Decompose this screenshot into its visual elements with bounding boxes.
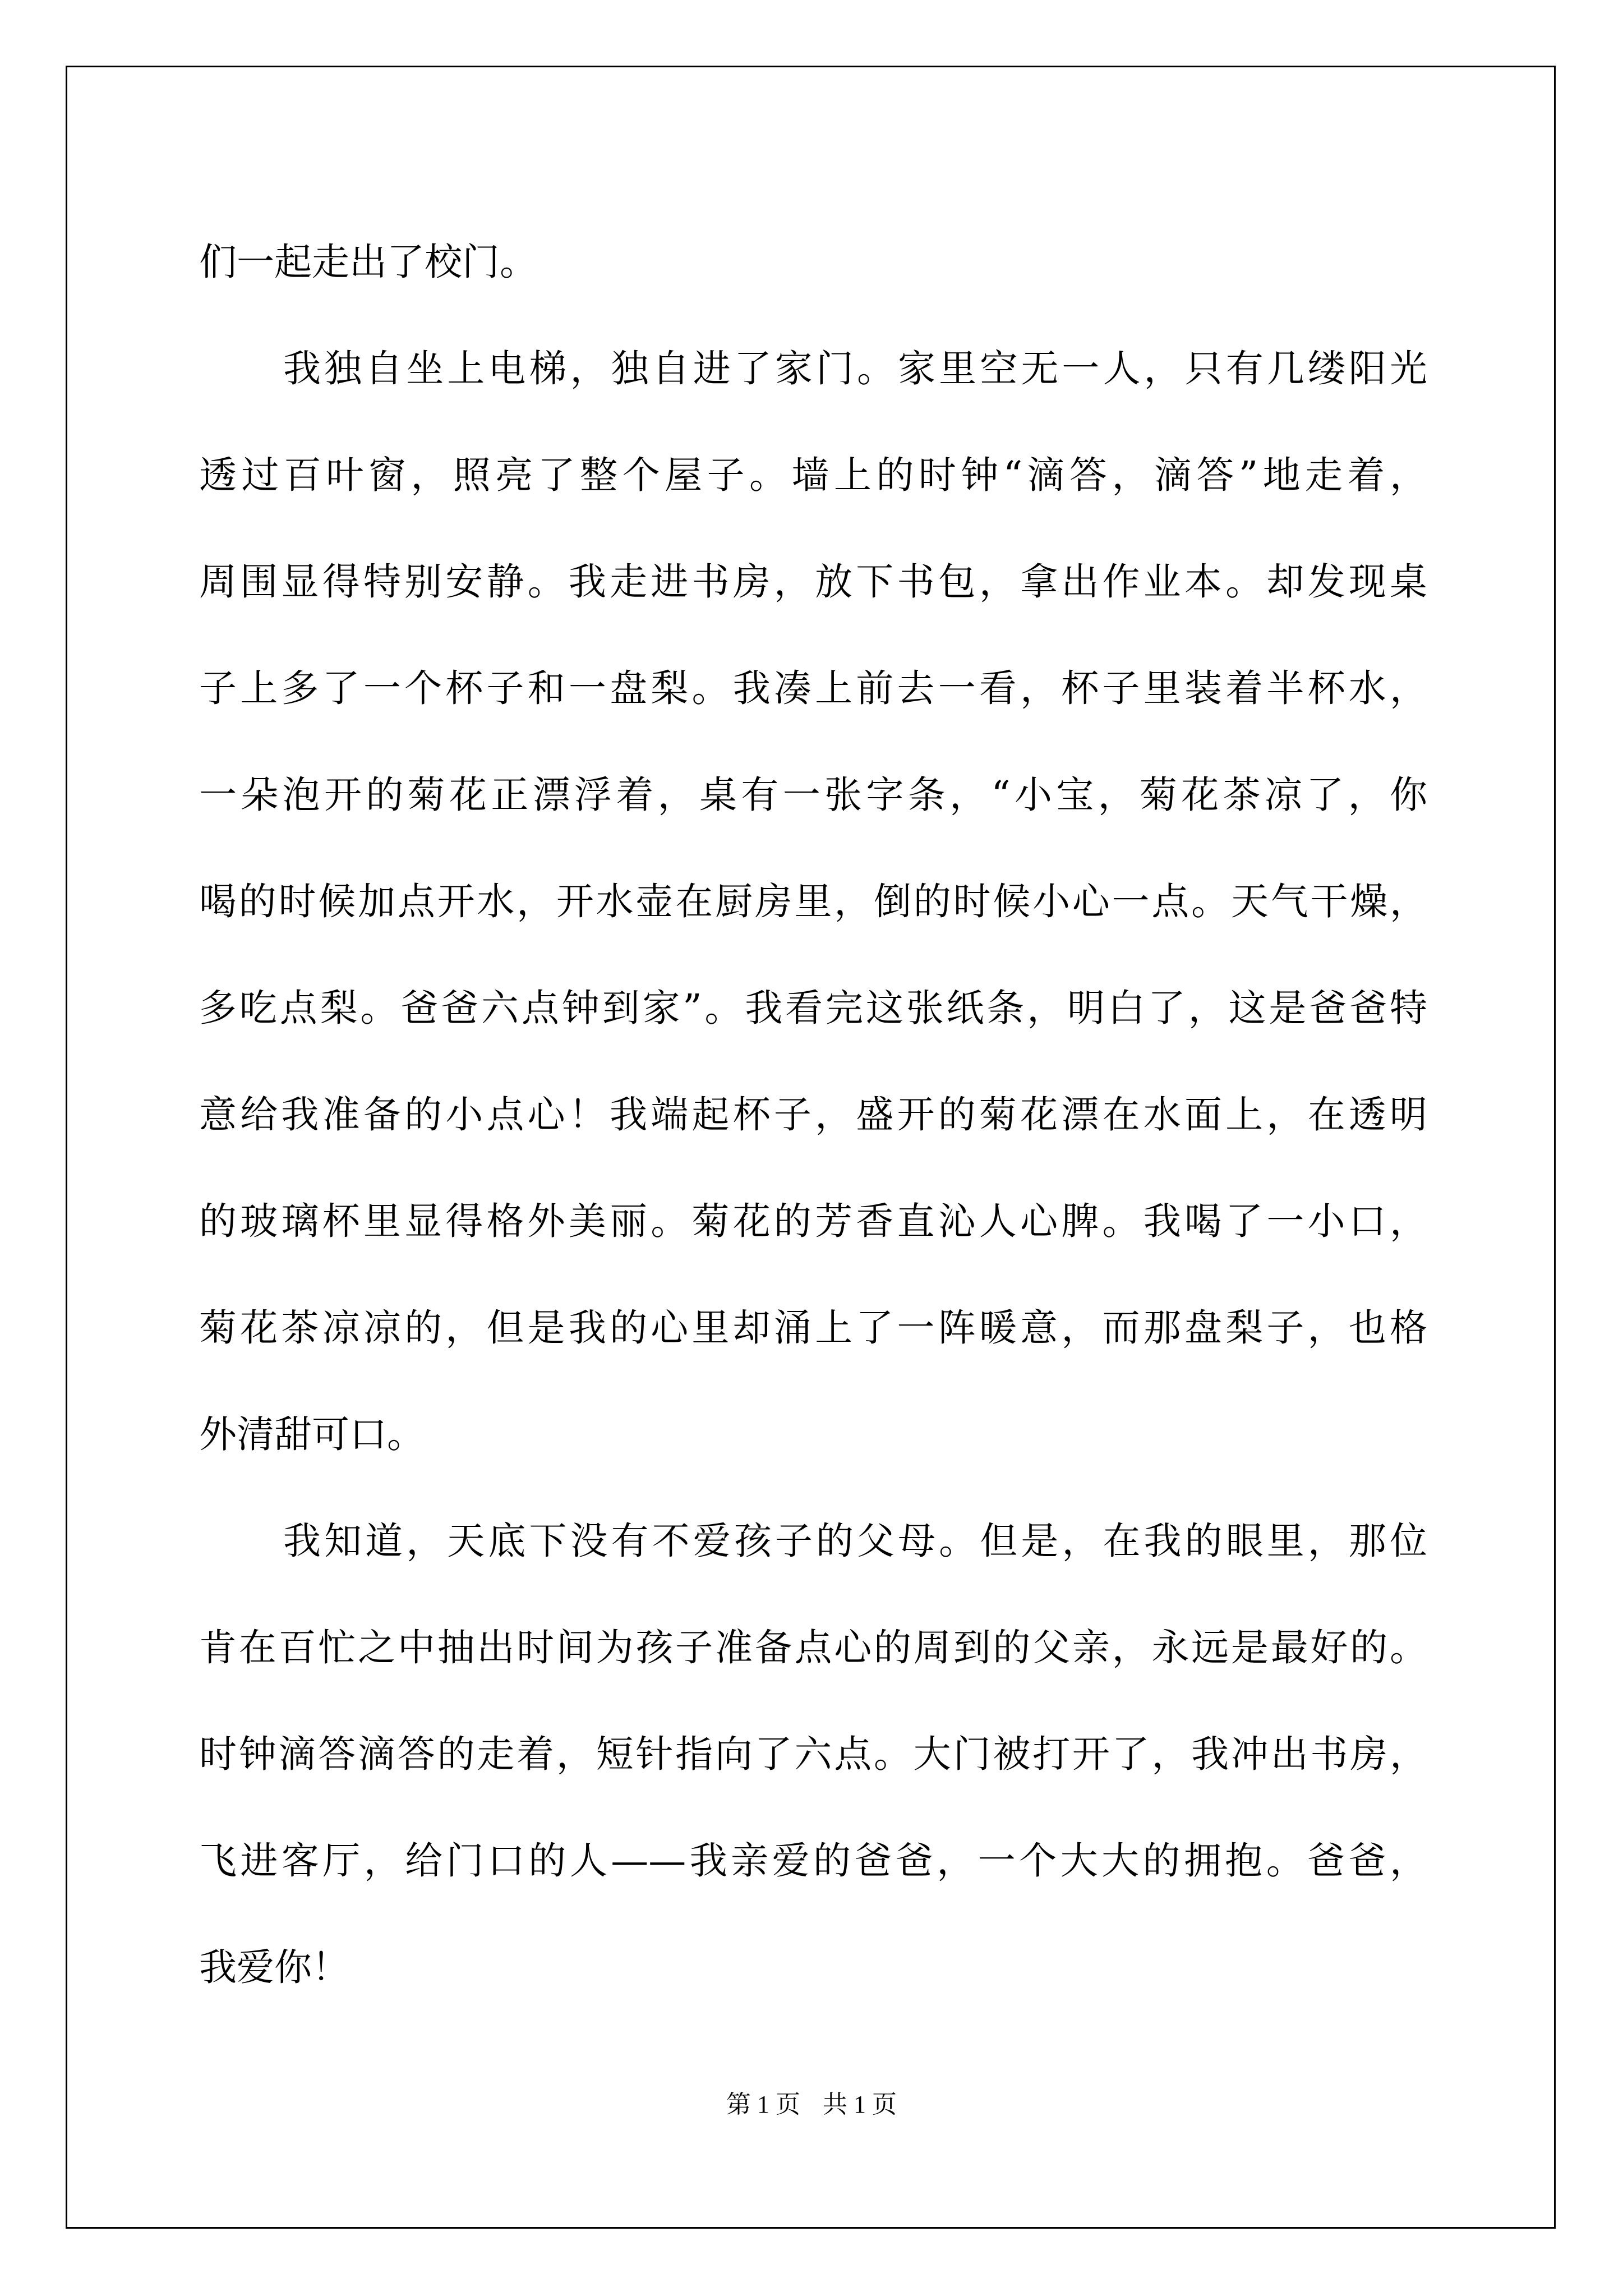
text-line: 飞进客厅，给门口的人——我亲爱的爸爸，一个大大的拥抱。爸爸， <box>199 1839 1427 1883</box>
text-line: 我爱你！ <box>199 1945 349 1989</box>
paragraph <box>199 209 1427 315</box>
text-line: 外清甜可口。 <box>199 1412 425 1456</box>
text-line: 喝的时候加点开水，开水壶在厨房里，倒的时候小心一点。天气干燥， <box>199 880 1427 923</box>
page-number-total: 共 1 页 <box>823 2091 897 2118</box>
text-line: 的玻璃杯里显得格外美丽。菊花的芳香直沁人心脾。我喝了一小口， <box>199 1199 1427 1243</box>
page-footer <box>0 2084 1623 2120</box>
text-line: 多吃点梨。爸爸六点钟到家”。我看完这张纸条，明白了，这是爸爸特 <box>199 986 1427 1030</box>
text-line: 周围显得特别安静。我走进书房，放下书包，拿出作业本。却发现桌 <box>199 560 1427 604</box>
text-line: 我知道，天底下没有不爱孩子的父母。但是，在我的眼里，那位 <box>283 1519 1427 1563</box>
page-number-current: 第 1 页 <box>726 2091 800 2118</box>
text-line: 菊花茶凉凉的，但是我的心里却涌上了一阵暖意，而那盘梨子，也格 <box>199 1306 1427 1350</box>
text-line: 我独自坐上电梯，独自进了家门。家里空无一人，只有几缕阳光 <box>283 347 1427 390</box>
document-body <box>199 209 1427 2021</box>
text-line: 透过百叶窗，照亮了整个屋子。墙上的时钟“滴答，滴答”地走着， <box>199 453 1427 497</box>
paragraph <box>199 315 1427 1488</box>
text-line: 时钟滴答滴答的走着，短针指向了六点。大门被打开了，我冲出书房， <box>199 1732 1427 1776</box>
paragraph <box>199 1488 1427 2021</box>
text-line: 一朵泡开的菊花正漂浮着，桌有一张字条，“小宝，菊花茶凉了，你 <box>199 773 1427 817</box>
text-line: 肯在百忙之中抽出时间为孩子准备点心的周到的父亲，永远是最好的。 <box>199 1626 1427 1669</box>
text-line: 子上多了一个杯子和一盘梨。我凑上前去一看，杯子里装着半杯水， <box>199 666 1427 710</box>
text-line: 们一起走出了校门。 <box>199 240 537 284</box>
text-line: 意给我准备的小点心！我端起杯子，盛开的菊花漂在水面上，在透明 <box>199 1093 1427 1137</box>
